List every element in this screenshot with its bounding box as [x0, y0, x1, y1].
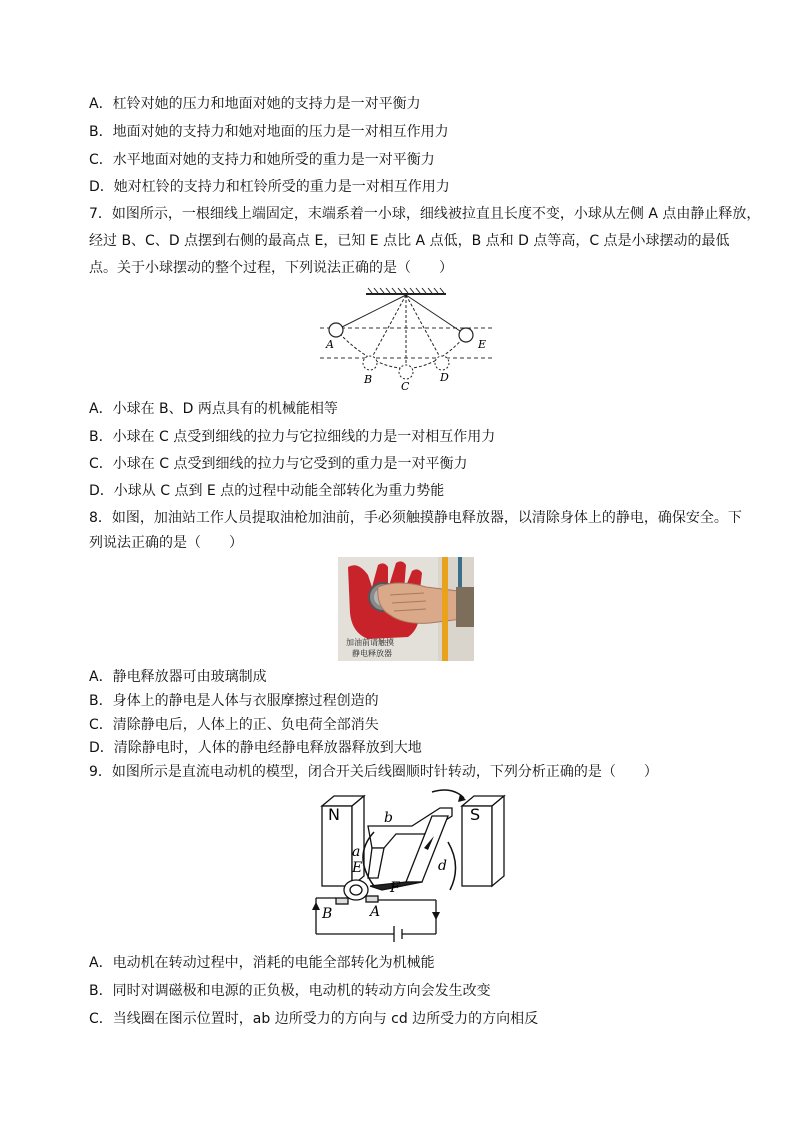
pendulum-figure [316, 284, 496, 394]
q6-option-c: C．水平地面对她的支持力和她所受的重力是一对平衡力 [89, 152, 435, 168]
q6-option-d: D．她对杠铃的支持力和杠铃所受的重力是一对相互作用力 [89, 179, 450, 195]
ball-c [399, 365, 413, 379]
q6-option-a: A．杠铃对她的压力和地面对她的支持力是一对平衡力 [89, 96, 421, 112]
q9-option-c: C．当线圈在图示位置时，ab 边所受力的方向与 cd 边所受力的方向相反 [89, 1011, 539, 1027]
q8-option-a: A．静电释放器可由玻璃制成 [89, 669, 267, 685]
label-n: N [328, 805, 340, 824]
q7-stem-line-2: 经过 B、C、D 点摆到右侧的最高点 E，已知 E 点比 A 点低，B 点和 D 点等高，C 点是小球摆动的最低 [89, 233, 730, 249]
label-a-upper: A [370, 904, 381, 920]
label-b-lower: b [384, 810, 393, 826]
q7-option-b: B．小球在 C 点受到细线的拉力与它拉细线的力是一对相互作用力 [89, 429, 496, 445]
label-e-upper: E [352, 860, 363, 876]
q7-option-c: C．小球在 C 点受到细线的拉力与它受到的重力是一对平衡力 [89, 456, 468, 472]
q7-option-a: A．小球在 B、D 两点具有的机械能相等 [89, 401, 338, 417]
label-a-lower: a [352, 844, 361, 860]
label-s: S [470, 805, 481, 824]
label-a: A [326, 338, 334, 351]
label-d-lower: d [438, 858, 447, 874]
static-discharger-photo [338, 557, 474, 661]
photo-caption-2: 静电释放器 [352, 649, 392, 658]
label-d: D [440, 371, 449, 384]
q8-stem-line-1: 8．如图，加油站工作人员提取油枪加油前，手必须触摸静电释放器，以清除身体上的静电，确保安全。下 [89, 510, 742, 526]
ball-d [435, 356, 449, 370]
q6-option-b: B．地面对她的支持力和她对地面的压力是一对相互作用力 [89, 124, 449, 140]
label-b-upper: B [322, 906, 333, 922]
label-e: E [478, 338, 487, 351]
q7-option-d: D．小球从 C 点到 E 点的过程中动能全部转化为重力势能 [89, 483, 445, 499]
label-f-upper: F [390, 880, 400, 896]
photo-caption-1: 加油前请触摸 [346, 638, 394, 647]
q9-option-a: A．电动机在转动过程中，消耗的电能全部转化为机械能 [89, 955, 435, 971]
label-c: C [401, 380, 410, 393]
label-b: B [364, 373, 373, 386]
ceiling [366, 288, 446, 294]
q8-stem-line-2: 列说法正确的是（ ） [89, 535, 243, 551]
q8-option-c: C．清除静电后，人体上的正、负电荷全部消失 [89, 717, 379, 733]
q8-option-b: B．身体上的静电是人体与衣服摩擦过程创造的 [89, 693, 379, 709]
ball-a [329, 323, 343, 337]
q7-stem-line-1: 7．如图所示，一根细线上端固定，末端系着一小球，细线被拉直且长度不变，小球从左侧 A 点由静止释放， [89, 206, 761, 222]
q8-option-d: D．清除静电时，人体的静电经静电释放器释放到大地 [89, 740, 422, 756]
ball-b [363, 356, 377, 370]
q9-option-b: B．同时对调磁极和电源的正负极，电动机的转动方向会发生改变 [89, 983, 491, 999]
dc-motor-figure [312, 786, 512, 942]
q9-stem-line-1: 9．如图所示是直流电动机的模型，闭合开关后线圈顺时针转动，下列分析正确的是（ ） [89, 764, 658, 780]
q7-stem-line-3: 点。关于小球摆动的整个过程，下列说法正确的是（ ） [89, 260, 453, 276]
ball-e [459, 328, 473, 342]
